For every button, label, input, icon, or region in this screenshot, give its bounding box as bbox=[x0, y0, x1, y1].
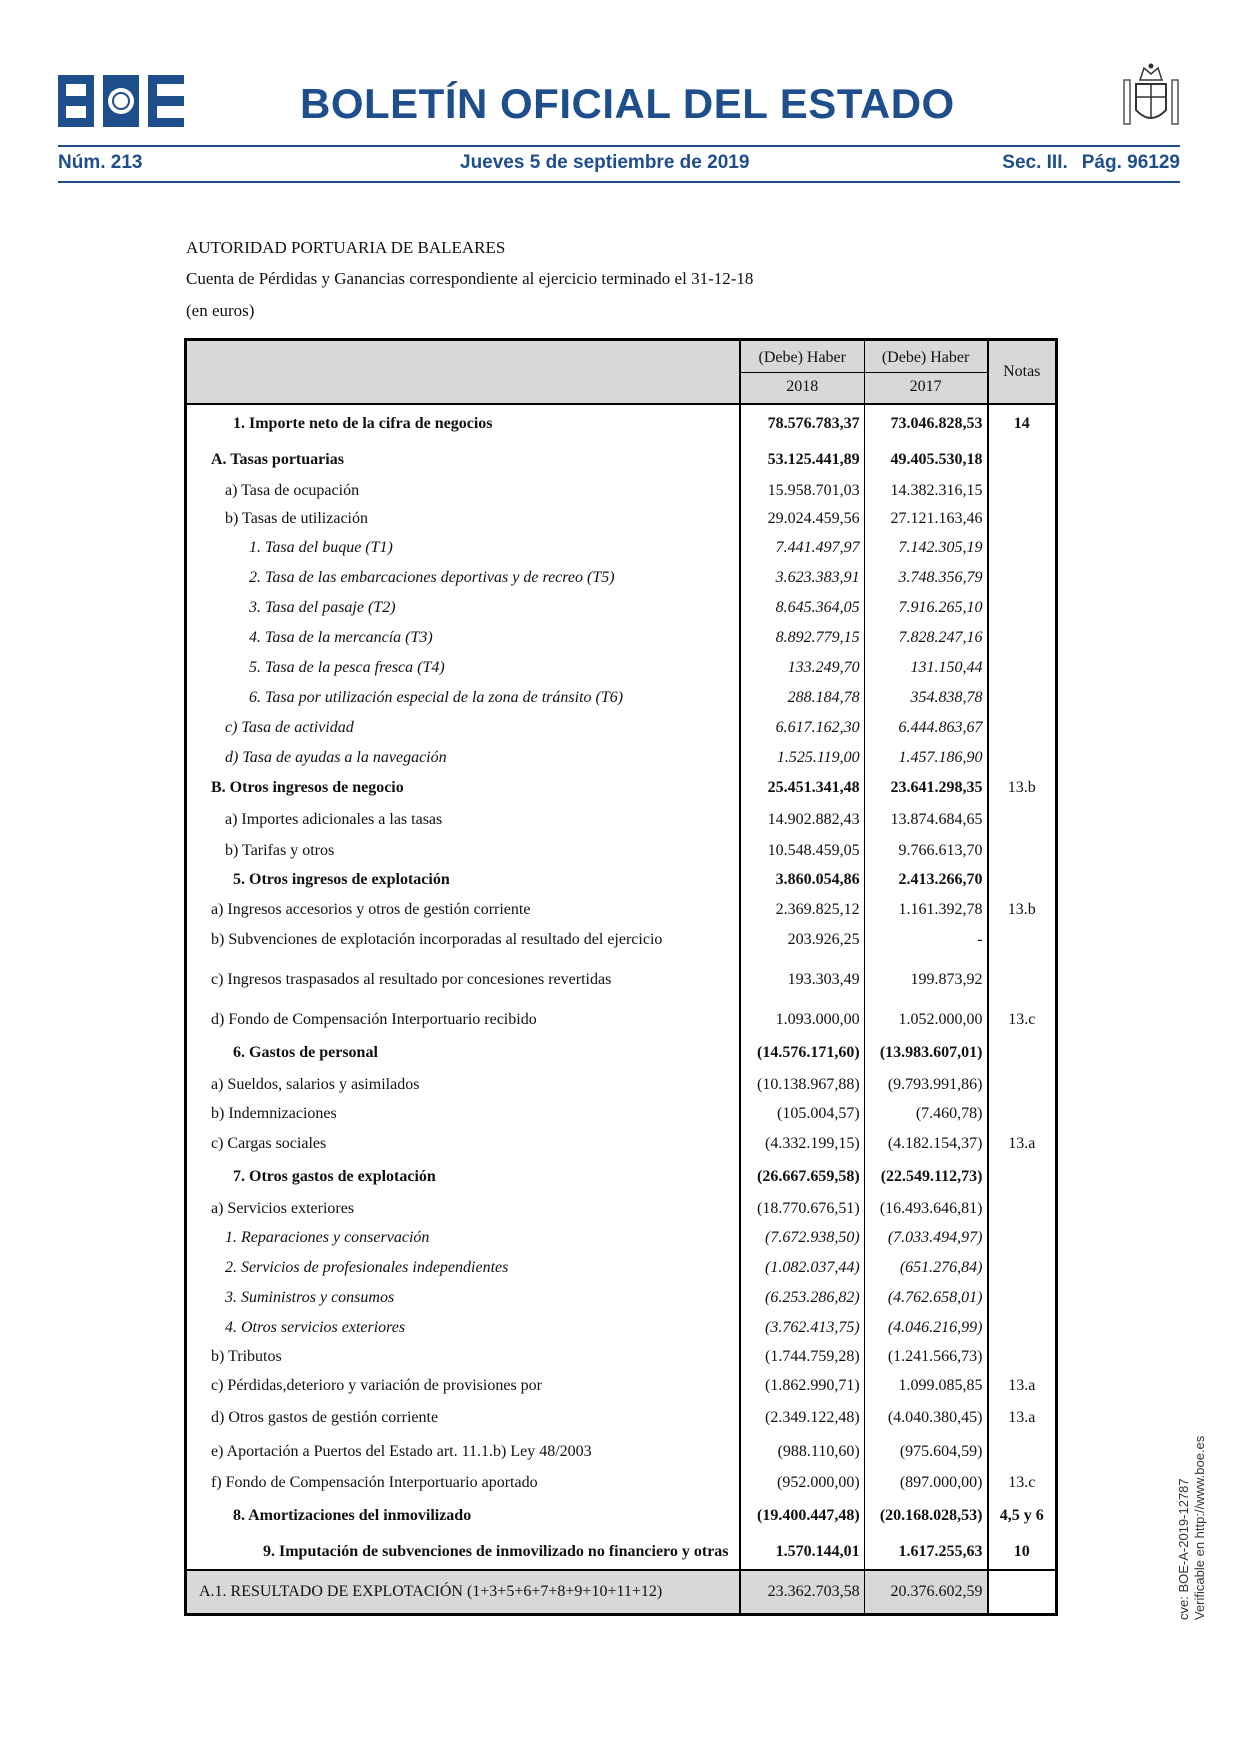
value-2017: 131.150,44 bbox=[864, 653, 987, 683]
header-notes: Notas bbox=[988, 340, 1057, 405]
table-row bbox=[186, 1253, 1057, 1283]
value-2018: (7.672.938,50) bbox=[740, 1223, 864, 1253]
row-label-text: c) Ingresos traspasados al resultado por concesiones revertidas bbox=[211, 971, 612, 988]
row-label-text: a) Sueldos, salarios y asimilados bbox=[211, 1076, 420, 1093]
row-note: 13.a bbox=[1008, 1377, 1036, 1394]
table-row bbox=[186, 593, 1057, 623]
row-label-text: 1. Reparaciones y conservación bbox=[225, 1229, 430, 1246]
row-note bbox=[988, 563, 1057, 593]
statement-subtitle: Cuenta de Pérdidas y Ganancias correspondiente al ejercicio terminado el 31-12-18 bbox=[186, 269, 754, 288]
value-2017: 1.457.186,90 bbox=[864, 743, 987, 773]
row-note bbox=[988, 837, 1057, 865]
row-label-text: 6. Tasa por utilización especial de la zona de tránsito (T6) bbox=[249, 689, 624, 706]
value-2018: 8.892.779,15 bbox=[740, 623, 864, 653]
row-label-text: 1. Importe neto de la cifra de negocios bbox=[233, 415, 493, 432]
table-row bbox=[186, 1195, 1057, 1223]
row-label bbox=[186, 955, 740, 1005]
row-label bbox=[186, 895, 740, 925]
value-2017: (4.762.658,01) bbox=[864, 1283, 987, 1313]
value-2017: 20.376.602,59 bbox=[864, 1570, 987, 1615]
value-2018: (988.110,60) bbox=[740, 1435, 864, 1469]
table-row bbox=[186, 623, 1057, 653]
currency-unit: (en euros) bbox=[186, 301, 255, 320]
value-2018: (1.082.037,44) bbox=[740, 1253, 864, 1283]
row-note: 13.c bbox=[1008, 1011, 1036, 1028]
row-label bbox=[186, 563, 740, 593]
value-2018: 14.902.882,43 bbox=[740, 803, 864, 837]
table-row bbox=[186, 1035, 1057, 1071]
row-note bbox=[988, 955, 1057, 1005]
table-row bbox=[186, 1371, 1057, 1401]
row-note bbox=[988, 925, 1057, 955]
row-label bbox=[186, 1343, 740, 1371]
value-2018: (10.138.967,88) bbox=[740, 1071, 864, 1099]
table-row bbox=[186, 1401, 1057, 1435]
row-label-text: A. Tasas portuarias bbox=[211, 451, 344, 468]
row-note bbox=[988, 443, 1057, 477]
value-2018: 1.093.000,00 bbox=[740, 1005, 864, 1035]
row-label-text: a) Servicios exteriores bbox=[211, 1200, 355, 1217]
row-note: 13.a bbox=[1008, 1135, 1036, 1152]
value-2018: 1.525.119,00 bbox=[740, 743, 864, 773]
table-row bbox=[186, 1223, 1057, 1253]
verify-url: Verificable en http://www.boe.es bbox=[1192, 1435, 1207, 1620]
value-2017: 1.617.255,63 bbox=[864, 1535, 987, 1570]
row-label-text: 2. Tasa de las embarcaciones deportivas y de recreo (T5) bbox=[249, 569, 615, 586]
value-2017: 354.838,78 bbox=[864, 683, 987, 713]
value-2017: 199.873,92 bbox=[864, 955, 987, 1005]
value-2017: 73.046.828,53 bbox=[864, 404, 987, 443]
row-label-text: f) Fondo de Compensación Interportuario aportado bbox=[211, 1474, 538, 1491]
value-2018: (4.332.199,15) bbox=[740, 1129, 864, 1159]
value-2018: 15.958.701,03 bbox=[740, 477, 864, 505]
table-row bbox=[186, 955, 1057, 1005]
row-label bbox=[186, 683, 740, 713]
row-label bbox=[186, 1129, 740, 1159]
value-2018: (6.253.286,82) bbox=[740, 1283, 864, 1313]
value-2018: (952.000,00) bbox=[740, 1469, 864, 1497]
value-2018: 29.024.459,56 bbox=[740, 505, 864, 533]
row-label-text: 2. Servicios de profesionales independientes bbox=[225, 1259, 509, 1276]
row-note bbox=[988, 477, 1057, 505]
value-2017: 7.142.305,19 bbox=[864, 533, 987, 563]
value-2017: (20.168.028,53) bbox=[864, 1497, 987, 1535]
value-2018: 10.548.459,05 bbox=[740, 837, 864, 865]
table-row bbox=[186, 1469, 1057, 1497]
value-2017: (897.000,00) bbox=[864, 1469, 987, 1497]
table-row bbox=[186, 1129, 1057, 1159]
table-row bbox=[186, 563, 1057, 593]
row-note bbox=[988, 1283, 1057, 1313]
page-title: BOLETÍN OFICIAL DEL ESTADO bbox=[300, 80, 955, 127]
row-label-text: d) Fondo de Compensación Interportuario recibido bbox=[211, 1011, 537, 1028]
table-row bbox=[186, 1343, 1057, 1371]
table-row bbox=[186, 404, 1057, 443]
value-2017: (1.241.566,73) bbox=[864, 1343, 987, 1371]
row-label-text: a) Importes adicionales a las tasas bbox=[225, 811, 443, 828]
row-label-text: 3. Tasa del pasaje (T2) bbox=[249, 599, 396, 616]
row-label-text: 4. Otros servicios exteriores bbox=[225, 1319, 406, 1336]
table-row bbox=[186, 443, 1057, 477]
row-label bbox=[186, 1005, 740, 1035]
row-label bbox=[186, 1071, 740, 1099]
row-label bbox=[186, 1371, 740, 1401]
coat-of-arms-icon bbox=[1122, 62, 1180, 132]
row-note: 14 bbox=[1013, 415, 1030, 432]
value-2017: 27.121.163,46 bbox=[864, 505, 987, 533]
value-2017: (22.549.112,73) bbox=[864, 1159, 987, 1195]
row-note bbox=[988, 1223, 1057, 1253]
table-row bbox=[186, 803, 1057, 837]
row-label-text: b) Subvenciones de explotación incorporadas al resultado del ejercicio bbox=[211, 931, 663, 948]
row-note bbox=[988, 505, 1057, 533]
page-number: Pág. 96129 bbox=[1081, 152, 1180, 173]
table-row bbox=[186, 1159, 1057, 1195]
value-2018: (18.770.676,51) bbox=[740, 1195, 864, 1223]
table-row bbox=[186, 713, 1057, 743]
row-note bbox=[988, 623, 1057, 653]
row-label-text: 4. Tasa de la mercancía (T3) bbox=[249, 629, 433, 646]
table-row bbox=[186, 1535, 1057, 1570]
row-label bbox=[186, 477, 740, 505]
table-row bbox=[186, 533, 1057, 563]
row-label bbox=[186, 593, 740, 623]
row-note bbox=[988, 1253, 1057, 1283]
value-2017: (4.046.216,99) bbox=[864, 1313, 987, 1343]
table-row bbox=[186, 505, 1057, 533]
issue-number: Núm. 213 bbox=[58, 152, 143, 173]
value-2018: 203.926,25 bbox=[740, 925, 864, 955]
row-label-text: 6. Gastos de personal bbox=[233, 1044, 378, 1061]
value-2017: 6.444.863,67 bbox=[864, 713, 987, 743]
row-note bbox=[988, 1159, 1057, 1195]
cve-code: cve: BOE-A-2019-12787 bbox=[1176, 1478, 1191, 1620]
table-row bbox=[186, 895, 1057, 925]
row-label bbox=[186, 1099, 740, 1129]
value-2018: 3.623.383,91 bbox=[740, 563, 864, 593]
row-label bbox=[186, 1401, 740, 1435]
value-2018: 133.249,70 bbox=[740, 653, 864, 683]
table-row bbox=[186, 837, 1057, 865]
row-label-text: b) Tributos bbox=[211, 1348, 282, 1365]
row-label-text: a) Ingresos accesorios y otros de gestión corriente bbox=[211, 901, 531, 918]
value-2017: 23.641.298,35 bbox=[864, 773, 987, 803]
row-note bbox=[988, 1570, 1057, 1615]
row-label bbox=[186, 803, 740, 837]
value-2018: 7.441.497,97 bbox=[740, 533, 864, 563]
value-2017: - bbox=[864, 925, 987, 955]
row-label-text: 5. Otros ingresos de explotación bbox=[233, 871, 450, 888]
row-note bbox=[988, 653, 1057, 683]
header-rule-bottom bbox=[58, 181, 1180, 183]
row-label-text: e) Aportación a Puertos del Estado art. 11.1.b) Ley 48/2003 bbox=[211, 1443, 592, 1460]
value-2018: (14.576.171,60) bbox=[740, 1035, 864, 1071]
row-note bbox=[988, 1343, 1057, 1371]
row-label-text: a) Tasa de ocupación bbox=[225, 482, 360, 499]
value-2018: (26.667.659,58) bbox=[740, 1159, 864, 1195]
row-label bbox=[186, 1435, 740, 1469]
row-note bbox=[988, 1071, 1057, 1099]
value-2017: 1.052.000,00 bbox=[864, 1005, 987, 1035]
row-note bbox=[988, 1195, 1057, 1223]
value-2018: 8.645.364,05 bbox=[740, 593, 864, 623]
row-label-text: 1. Tasa del buque (T1) bbox=[249, 539, 393, 556]
row-label-text: b) Indemnizaciones bbox=[211, 1105, 337, 1122]
value-2017: 49.405.530,18 bbox=[864, 443, 987, 477]
row-label-text: d) Otros gastos de gestión corriente bbox=[211, 1409, 439, 1426]
value-2018: (19.400.447,48) bbox=[740, 1497, 864, 1535]
value-2017: (7.460,78) bbox=[864, 1099, 987, 1129]
value-2017: 13.874.684,65 bbox=[864, 803, 987, 837]
value-2017: (975.604,59) bbox=[864, 1435, 987, 1469]
row-label-text: 8. Amortizaciones del inmovilizado bbox=[233, 1507, 472, 1524]
table-body bbox=[186, 404, 1057, 1615]
value-2017: 1.099.085,85 bbox=[864, 1371, 987, 1401]
entity-name: AUTORIDAD PORTUARIA DE BALEARES bbox=[186, 238, 506, 257]
row-label-text: 5. Tasa de la pesca fresca (T4) bbox=[249, 659, 445, 676]
row-note bbox=[988, 865, 1057, 895]
table-row bbox=[186, 1497, 1057, 1535]
value-2018: 3.860.054,86 bbox=[740, 865, 864, 895]
verification-note bbox=[1176, 1436, 1208, 1620]
header-rule-top bbox=[58, 145, 1180, 147]
value-2017: (13.983.607,01) bbox=[864, 1035, 987, 1071]
row-note: 13.b bbox=[1007, 901, 1036, 918]
row-label-text: c) Cargas sociales bbox=[211, 1135, 327, 1152]
boe-logo bbox=[58, 75, 184, 127]
value-2018: 1.570.144,01 bbox=[740, 1535, 864, 1570]
value-2017: (9.793.991,86) bbox=[864, 1071, 987, 1099]
row-note bbox=[988, 713, 1057, 743]
profit-loss-table bbox=[184, 338, 1058, 1616]
table-row bbox=[186, 865, 1057, 895]
row-label bbox=[186, 443, 740, 477]
table-row bbox=[186, 653, 1057, 683]
row-label-text: 9. Imputación de subvenciones de inmovilizado no financiero y otras bbox=[263, 1543, 729, 1560]
row-note bbox=[988, 533, 1057, 563]
value-2017: 7.828.247,16 bbox=[864, 623, 987, 653]
value-2018: (1.744.759,28) bbox=[740, 1343, 864, 1371]
row-note: 13.b bbox=[1007, 779, 1036, 796]
value-2017: 3.748.356,79 bbox=[864, 563, 987, 593]
row-note bbox=[988, 743, 1057, 773]
row-note bbox=[988, 1035, 1057, 1071]
table-row bbox=[186, 773, 1057, 803]
table-row bbox=[186, 1283, 1057, 1313]
row-label-text: 3. Suministros y consumos bbox=[225, 1289, 395, 1306]
row-label-text: d) Tasa de ayudas a la navegación bbox=[225, 749, 447, 766]
value-2018: (1.862.990,71) bbox=[740, 1371, 864, 1401]
row-label-text: b) Tarifas y otros bbox=[225, 842, 335, 859]
value-2018: 193.303,49 bbox=[740, 955, 864, 1005]
header-blank bbox=[186, 340, 740, 405]
row-label-text: c) Tasa de actividad bbox=[225, 719, 354, 736]
value-2018: 6.617.162,30 bbox=[740, 713, 864, 743]
value-2018: 78.576.783,37 bbox=[740, 404, 864, 443]
row-note bbox=[988, 803, 1057, 837]
row-note: 4,5 y 6 bbox=[999, 1507, 1044, 1524]
issue-date: Jueves 5 de septiembre de 2019 bbox=[460, 152, 750, 173]
row-label bbox=[186, 713, 740, 743]
value-2017: 7.916.265,10 bbox=[864, 593, 987, 623]
row-label bbox=[186, 1497, 740, 1535]
row-label bbox=[186, 1159, 740, 1195]
row-label-text: B. Otros ingresos de negocio bbox=[211, 779, 404, 796]
row-label bbox=[186, 505, 740, 533]
row-note bbox=[988, 683, 1057, 713]
table-row bbox=[186, 1570, 1057, 1615]
table-header bbox=[186, 340, 1057, 405]
row-label bbox=[186, 1469, 740, 1497]
value-2017: (7.033.494,97) bbox=[864, 1223, 987, 1253]
row-label bbox=[186, 837, 740, 865]
section-page bbox=[988, 152, 1180, 174]
value-2017: (4.040.380,45) bbox=[864, 1401, 987, 1435]
value-2017: (651.276,84) bbox=[864, 1253, 987, 1283]
row-label bbox=[186, 743, 740, 773]
row-label bbox=[186, 1253, 740, 1283]
row-label-text: b) Tasas de utilización bbox=[225, 510, 368, 527]
row-label bbox=[186, 1535, 740, 1570]
header-col-2018: (Debe) Haber 2018 bbox=[740, 340, 864, 405]
value-2018: 288.184,78 bbox=[740, 683, 864, 713]
value-2017: 1.161.392,78 bbox=[864, 895, 987, 925]
row-label bbox=[186, 1195, 740, 1223]
table-row bbox=[186, 1005, 1057, 1035]
row-note: 10 bbox=[1013, 1543, 1030, 1560]
table-row bbox=[186, 743, 1057, 773]
value-2018: (3.762.413,75) bbox=[740, 1313, 864, 1343]
row-label bbox=[186, 1223, 740, 1253]
row-label-text: A.1. RESULTADO DE EXPLOTACIÓN (1+3+5+6+7+8+9+10+11+12) bbox=[199, 1583, 663, 1600]
value-2018: (2.349.122,48) bbox=[740, 1401, 864, 1435]
row-note: 13.a bbox=[1008, 1409, 1036, 1426]
row-label bbox=[186, 533, 740, 563]
value-2018: 23.362.703,58 bbox=[740, 1570, 864, 1615]
row-label bbox=[186, 653, 740, 683]
table-row bbox=[186, 1435, 1057, 1469]
row-note bbox=[988, 1099, 1057, 1129]
table-row bbox=[186, 1071, 1057, 1099]
row-note bbox=[988, 1435, 1057, 1469]
row-label bbox=[186, 1035, 740, 1071]
row-note: 13.c bbox=[1008, 1474, 1036, 1491]
value-2017: 14.382.316,15 bbox=[864, 477, 987, 505]
row-label bbox=[186, 1283, 740, 1313]
table-row bbox=[186, 1099, 1057, 1129]
value-2018: (105.004,57) bbox=[740, 1099, 864, 1129]
value-2017: 9.766.613,70 bbox=[864, 837, 987, 865]
row-label bbox=[186, 404, 740, 443]
table-row bbox=[186, 925, 1057, 955]
value-2018: 53.125.441,89 bbox=[740, 443, 864, 477]
header-col-2017: (Debe) Haber 2017 bbox=[864, 340, 987, 405]
row-label bbox=[186, 865, 740, 895]
value-2018: 2.369.825,12 bbox=[740, 895, 864, 925]
value-2018: 25.451.341,48 bbox=[740, 773, 864, 803]
section-label: Sec. III. bbox=[1002, 152, 1068, 173]
row-label bbox=[186, 925, 740, 955]
row-label bbox=[186, 1570, 740, 1615]
row-note bbox=[988, 1313, 1057, 1343]
table-row bbox=[186, 683, 1057, 713]
table-row bbox=[186, 1313, 1057, 1343]
table-row bbox=[186, 477, 1057, 505]
value-2017: 2.413.266,70 bbox=[864, 865, 987, 895]
value-2017: (4.182.154,37) bbox=[864, 1129, 987, 1159]
row-note bbox=[988, 593, 1057, 623]
row-label bbox=[186, 1313, 740, 1343]
row-label bbox=[186, 623, 740, 653]
value-2017: (16.493.646,81) bbox=[864, 1195, 987, 1223]
row-label-text: c) Pérdidas,deterioro y variación de provisiones por bbox=[211, 1377, 543, 1394]
row-label bbox=[186, 773, 740, 803]
row-label-text: 7. Otros gastos de explotación bbox=[233, 1168, 436, 1185]
